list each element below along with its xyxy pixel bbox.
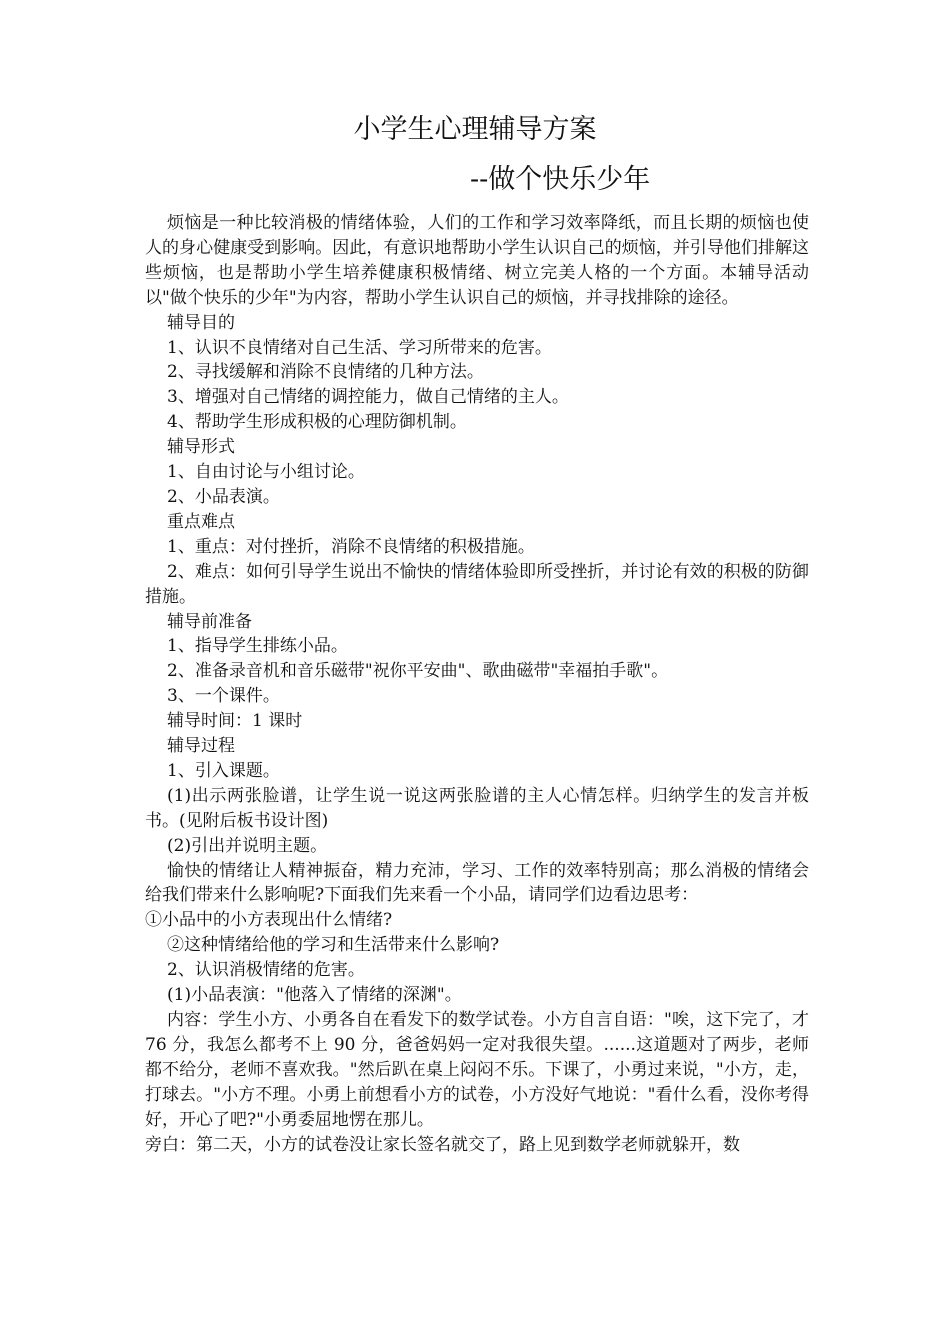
section-heading-prep: 辅导前准备 — [167, 611, 252, 632]
document-body — [145, 211, 809, 1157]
document-subtitle: --做个快乐少年 — [470, 164, 651, 195]
prep-item: 1、指导学生排练小品。 — [167, 636, 348, 657]
keypoint-item: 2、难点：如何引导学生说出不愉快的情绪体验即所受挫折，并讨论有效的积极的防御措施。 — [145, 561, 809, 607]
question-item: ②这种情绪给他的学习和生活带来什么影响? — [167, 935, 500, 956]
goal-item: 4、帮助学生形成积极的心理防御机制。 — [167, 412, 467, 433]
document-title: 小学生心理辅导方案 — [353, 114, 597, 145]
keypoint-item: 1、重点：对付挫折，消除不良情绪的积极措施。 — [167, 536, 535, 557]
process-substep: (2)引出并说明主题。 — [167, 835, 328, 856]
process-substep: (1)小品表演："他落入了情绪的深渊"。 — [167, 985, 462, 1006]
form-item: 2、小品表演。 — [167, 486, 280, 507]
prep-item: 2、准备录音机和音乐磁带"祝你平安曲"、歌曲磁带"幸福拍手歌"。 — [167, 661, 669, 682]
goal-item: 3、增强对自己情绪的调控能力，做自己情绪的主人。 — [167, 387, 569, 408]
process-step: 1、引入课题。 — [167, 760, 280, 781]
section-heading-keypoints: 重点难点 — [167, 511, 235, 532]
section-heading-goals: 辅导目的 — [167, 312, 235, 333]
narration-line: 旁白：第二天，小方的试卷没让家长签名就交了，路上见到数学老师就躲开，数 — [145, 1134, 740, 1155]
process-step: 2、认识消极情绪的危害。 — [167, 960, 365, 981]
question-item: ①小品中的小方表现出什么情绪? — [145, 910, 393, 931]
section-heading-forms: 辅导形式 — [167, 437, 235, 458]
prep-item: 3、一个课件。 — [167, 686, 280, 707]
process-substep: (1)出示两张脸谱，让学生说一说这两张脸谱的主人心情怎样。归纳学生的发言并板书。(见附后板书设计图) — [145, 785, 809, 831]
form-item: 1、自由讨论与小组讨论。 — [167, 462, 365, 483]
goal-item: 1、认识不良情绪对自己生活、学习所带来的危害。 — [167, 337, 552, 358]
skit-content-paragraph: 内容：学生小方、小勇各自在看发下的数学试卷。小方自言自语："唉，这下完了，才 76 分，我怎么都考不上 90 分，爸爸妈妈一定对我很失望。......这道题对了两步，老师都不给分，老师不喜欢我。"然后趴在桌上闷闷不乐。下课了，小勇过来说，"小方，走，打球去。"小方不理。小勇上前想看小方的试卷，小方没好气地说："看什么看，没你考得好，开心了吧?"小勇委屈地愣在那儿。 — [145, 1010, 809, 1130]
goal-item: 2、寻找缓解和消除不良情绪的几种方法。 — [167, 362, 484, 383]
time-line: 辅导时间：1 课时 — [167, 711, 303, 732]
process-paragraph: 愉快的情绪让人精神振奋，精力充沛，学习、工作的效率特别高；那么消极的情绪会给我们带来什么影响呢?下面我们先来看一个小品，请同学们边看边思考： — [145, 860, 809, 906]
section-heading-process: 辅导过程 — [167, 736, 235, 757]
intro-paragraph: 烦恼是一种比较消极的情绪体验，人们的工作和学习效率降纸，而且长期的烦恼也使人的身心健康受到影响。因此，有意识地帮助小学生认识自己的烦恼，并引导他们排解这些烦恼，也是帮助小学生培养健康积极情绪、树立完美人格的一个方面。本辅导活动以"做个快乐的少年"为内容，帮助小学生认识自己的烦恼，并寻找排除的途径。 — [145, 213, 809, 308]
